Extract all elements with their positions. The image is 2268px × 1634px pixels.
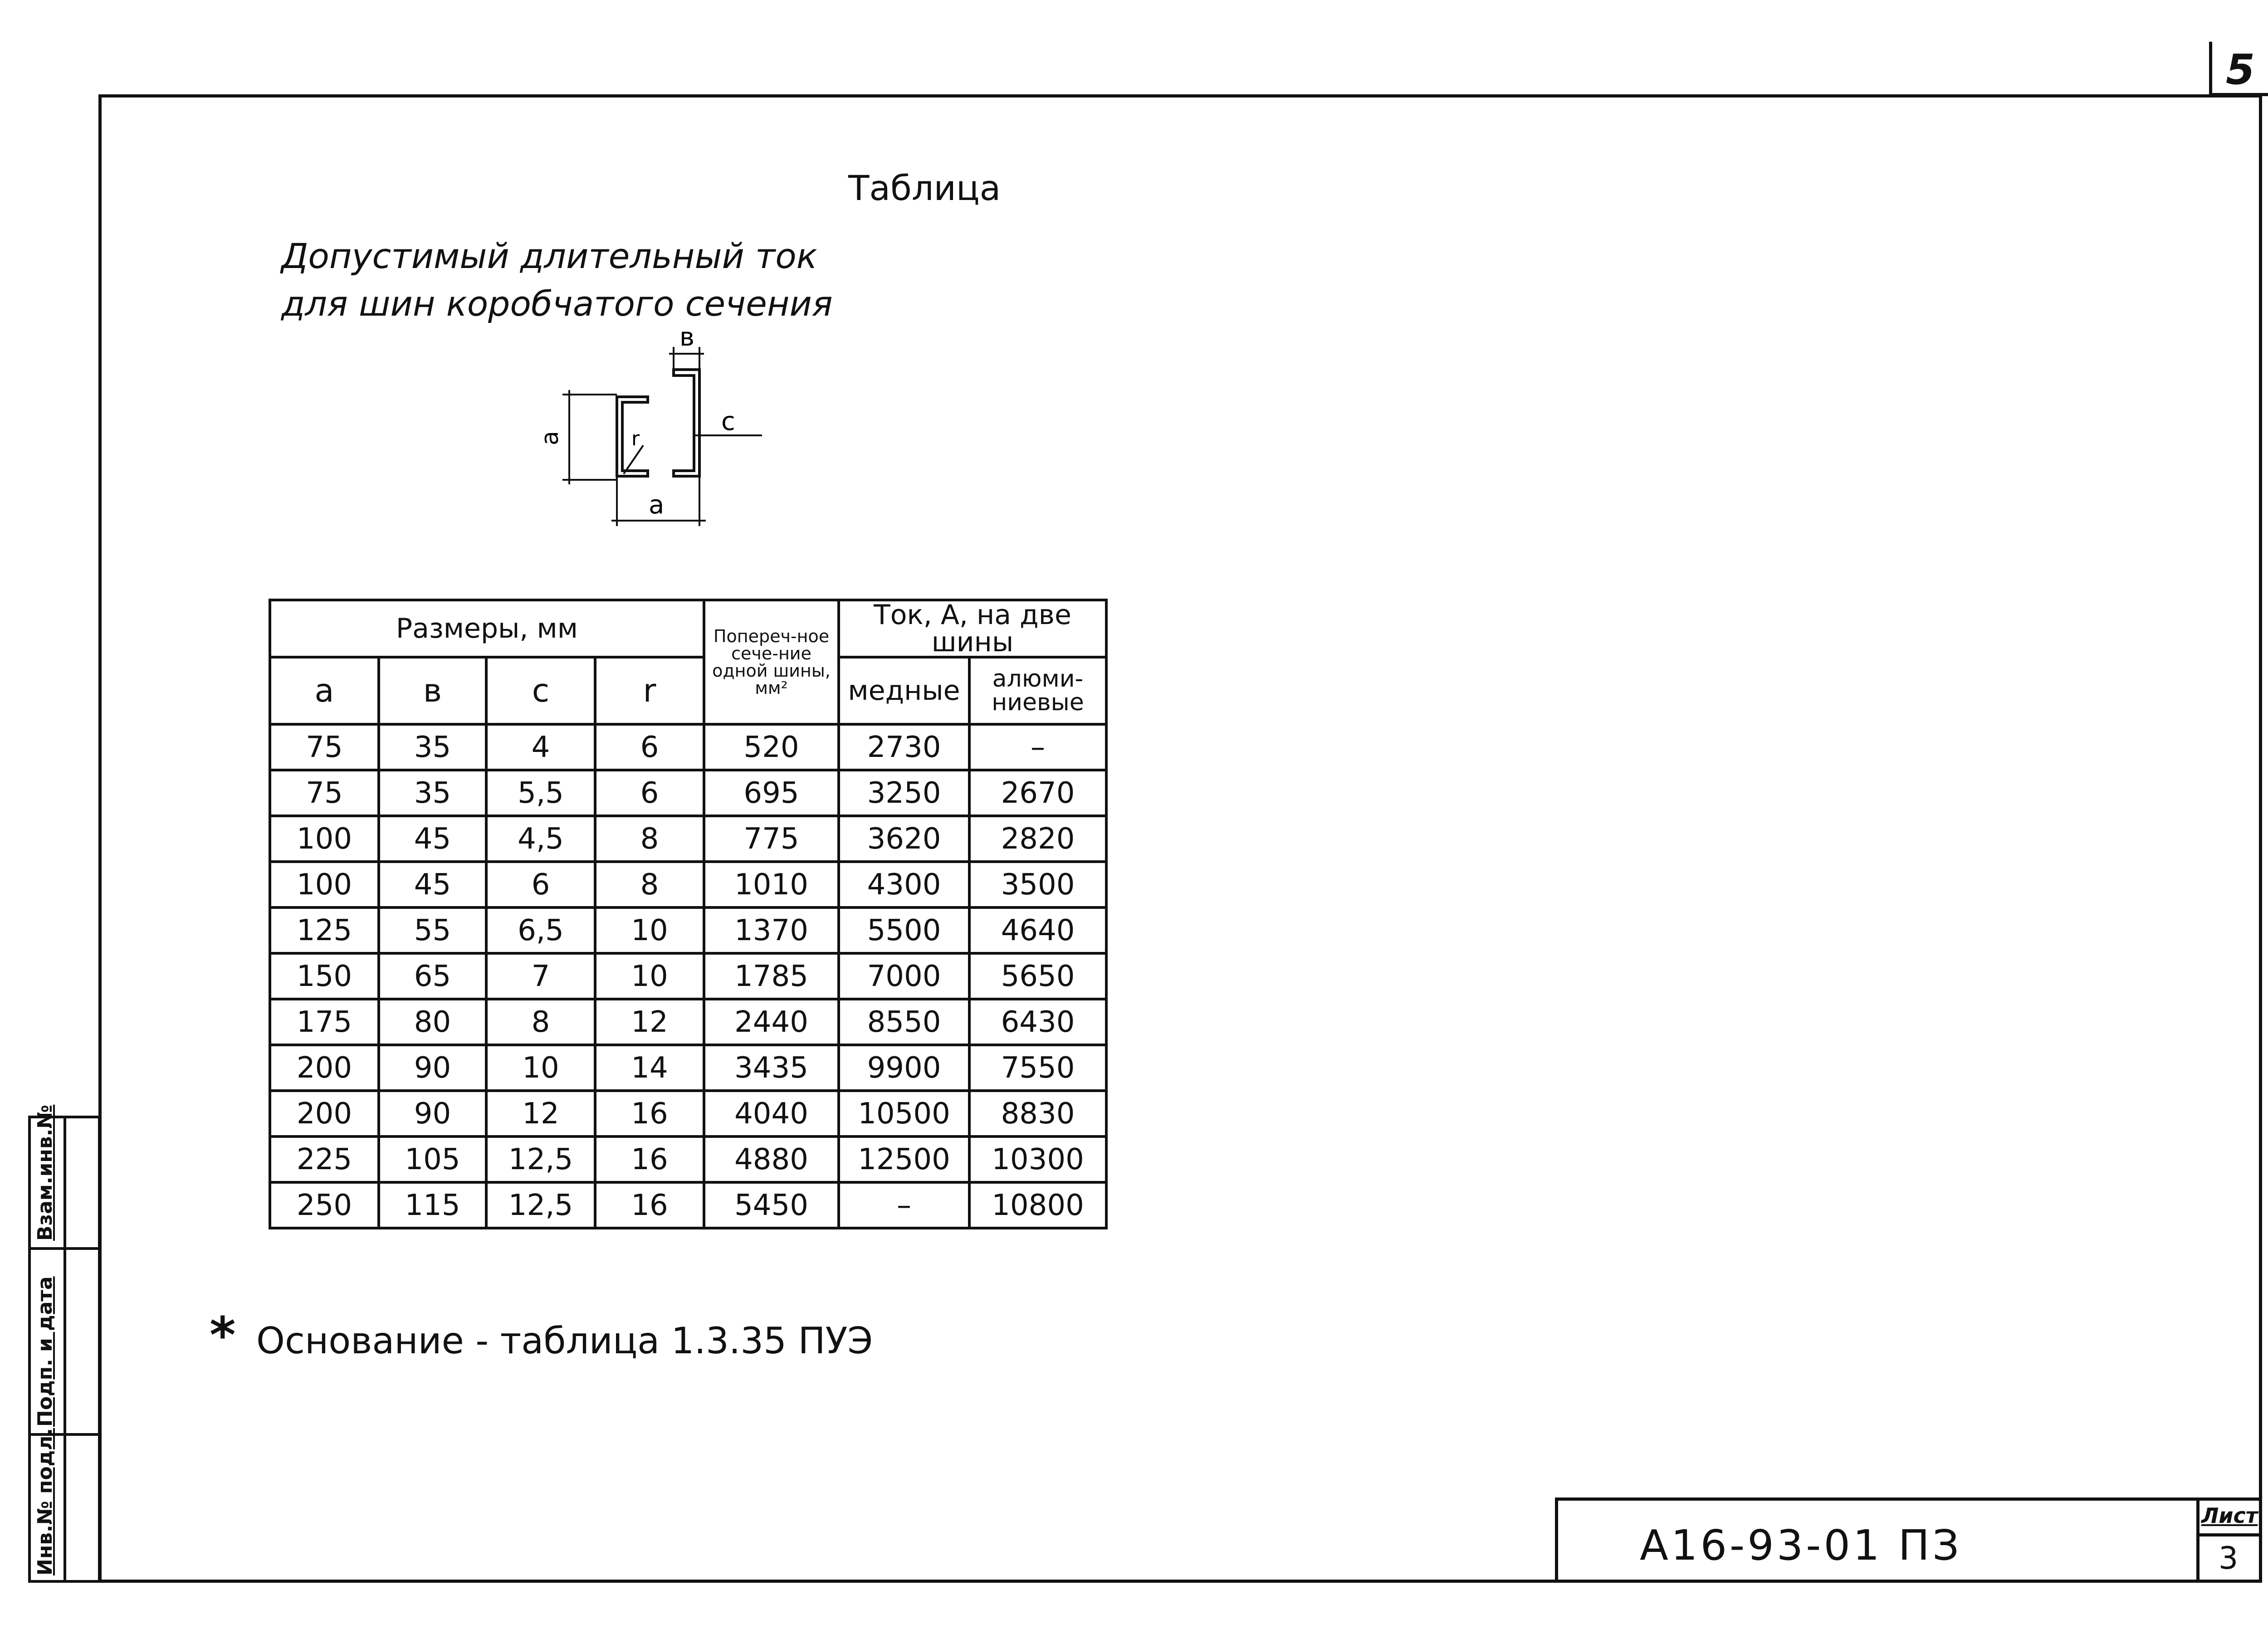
corner-sheet-tab (2209, 42, 2268, 96)
table-cell: 100 (270, 816, 379, 862)
diagram-label-a: a (649, 490, 665, 520)
header-dimensions: Размеры, мм (270, 600, 704, 657)
side-stamp-values (64, 1118, 101, 1580)
table-cell: 5450 (704, 1182, 839, 1228)
diagram-label-r: r (631, 427, 640, 450)
table-cell: 12,5 (486, 1136, 595, 1182)
table-cell: 175 (270, 999, 379, 1045)
table-cell: 4880 (704, 1136, 839, 1182)
diagram-label-height: a (537, 431, 564, 445)
footnote-text: Основание - таблица 1.3.35 ПУЭ (256, 1320, 873, 1362)
table-cell: 2730 (839, 724, 969, 770)
header-col-a: a (270, 657, 379, 724)
table-cell: 115 (379, 1182, 486, 1228)
table-cell: – (839, 1182, 969, 1228)
table-cell: 12500 (839, 1136, 969, 1182)
table-row (270, 816, 1106, 862)
table-cell: 3250 (839, 770, 969, 816)
table-cell: 12 (595, 999, 704, 1045)
header-aluminum: алюми-ниевые (969, 657, 1106, 724)
table-cell: 7 (486, 953, 595, 999)
table-cell: 2440 (704, 999, 839, 1045)
table-cell: 10 (486, 1045, 595, 1091)
table-cell: 7550 (969, 1045, 1106, 1091)
table-cell: 16 (595, 1182, 704, 1228)
table-cell: 35 (379, 724, 486, 770)
table-cell: 45 (379, 816, 486, 862)
table-cell: – (969, 724, 1106, 770)
header-copper: медные (839, 657, 969, 724)
title-block (1555, 1497, 2262, 1583)
table-cell: 10 (595, 907, 704, 953)
table-cell: 4 (486, 724, 595, 770)
side-stamp (28, 1104, 101, 1583)
table-cell: 5650 (969, 953, 1106, 999)
table-cell: 65 (379, 953, 486, 999)
table-row (270, 907, 1106, 953)
diagram-label-b: в (679, 327, 695, 352)
table-cell: 3620 (839, 816, 969, 862)
side-label-sign: Подп. и дата (34, 1276, 57, 1427)
table-cell: 6,5 (486, 907, 595, 953)
side-cell-sign (31, 1250, 64, 1436)
table-cell: 5,5 (486, 770, 595, 816)
sheet-cell (2196, 1501, 2262, 1583)
table-cell: 75 (270, 724, 379, 770)
table-cell: 16 (595, 1136, 704, 1182)
table-cell: 7000 (839, 953, 969, 999)
table-row (270, 953, 1106, 999)
table-cell: 6 (595, 724, 704, 770)
table-cell: 4300 (839, 862, 969, 907)
current-table (269, 599, 1108, 1229)
table-cell: 5500 (839, 907, 969, 953)
table-cell: 225 (270, 1136, 379, 1182)
table-cell: 775 (704, 816, 839, 862)
table-cell: 12 (486, 1091, 595, 1136)
table-cell: 4040 (704, 1091, 839, 1136)
table-cell: 100 (270, 862, 379, 907)
table-row (270, 999, 1106, 1045)
table-row (270, 1182, 1106, 1228)
table-title: Таблица (848, 168, 1001, 208)
table-cell: 1370 (704, 907, 839, 953)
corner-sheet-number: 5 (2226, 45, 2255, 94)
table-row (270, 1091, 1106, 1136)
table-cell: 6430 (969, 999, 1106, 1045)
table-row (270, 862, 1106, 907)
table-cell: 200 (270, 1091, 379, 1136)
table-cell: 8830 (969, 1091, 1106, 1136)
table-cell: 1785 (704, 953, 839, 999)
table-cell: 35 (379, 770, 486, 816)
sheet-label: Лист (2201, 1503, 2258, 1528)
table-cell: 12,5 (486, 1182, 595, 1228)
table-cell: 200 (270, 1045, 379, 1091)
table-row (270, 1045, 1106, 1091)
table-cell: 8 (595, 862, 704, 907)
side-cell-inv (31, 1428, 64, 1580)
table-cell: 10 (595, 953, 704, 999)
table-row (270, 770, 1106, 816)
header-section: Попереч-ное сече-ние одной шины, мм² (704, 600, 839, 724)
side-value-sign (64, 1250, 101, 1436)
table-cell: 1010 (704, 862, 839, 907)
table-cell: 9900 (839, 1045, 969, 1091)
table-cell: 90 (379, 1045, 486, 1091)
table-cell: 80 (379, 999, 486, 1045)
table-cell: 8550 (839, 999, 969, 1045)
caption-line-2: для шин коробчатого сечения (281, 283, 833, 324)
table-cell: 14 (595, 1045, 704, 1091)
table-cell: 8 (595, 816, 704, 862)
table-cell: 3435 (704, 1045, 839, 1091)
table-cell: 10500 (839, 1091, 969, 1136)
table-cell: 3500 (969, 862, 1106, 907)
right-channel (674, 370, 699, 476)
side-value-vzam (64, 1118, 101, 1250)
table-cell: 520 (704, 724, 839, 770)
document-code: А16-93-01 ПЗ (1640, 1521, 1962, 1570)
table-cell: 2820 (969, 816, 1106, 862)
table-cell: 2670 (969, 770, 1106, 816)
header-col-b: в (379, 657, 486, 724)
table-cell: 4,5 (486, 816, 595, 862)
table-cell: 55 (379, 907, 486, 953)
busbar-section-diagram (526, 327, 780, 544)
side-label-vzam: Взам.инв.№ (34, 1104, 57, 1241)
table-cell: 90 (379, 1091, 486, 1136)
table-cell: 250 (270, 1182, 379, 1228)
table-body (270, 724, 1106, 1228)
table-cell: 16 (595, 1091, 704, 1136)
table-cell: 45 (379, 862, 486, 907)
footnote-star: * (210, 1306, 236, 1364)
table-cell: 4640 (969, 907, 1106, 953)
table-row (270, 724, 1106, 770)
side-cell-vzam (31, 1104, 64, 1250)
table-cell: 695 (704, 770, 839, 816)
caption-line-1: Допустимый длительный ток (281, 236, 817, 276)
header-col-r: r (595, 657, 704, 724)
table-row (270, 1136, 1106, 1182)
sheet-number: 3 (2219, 1541, 2239, 1576)
side-label-inv: Инв.№ подл. (34, 1428, 57, 1575)
header-col-c: c (486, 657, 595, 724)
table-cell: 150 (270, 953, 379, 999)
table-cell: 10300 (969, 1136, 1106, 1182)
sheet-divider (2200, 1533, 2262, 1536)
table-cell: 6 (486, 862, 595, 907)
table-cell: 125 (270, 907, 379, 953)
side-stamp-labels (31, 1104, 66, 1580)
diagram-label-c: c (721, 407, 735, 436)
table-cell: 6 (595, 770, 704, 816)
table-cell: 10800 (969, 1182, 1106, 1228)
table-cell: 105 (379, 1136, 486, 1182)
table-cell: 8 (486, 999, 595, 1045)
header-current: Ток, А, на две шины (839, 600, 1106, 657)
table-cell: 75 (270, 770, 379, 816)
